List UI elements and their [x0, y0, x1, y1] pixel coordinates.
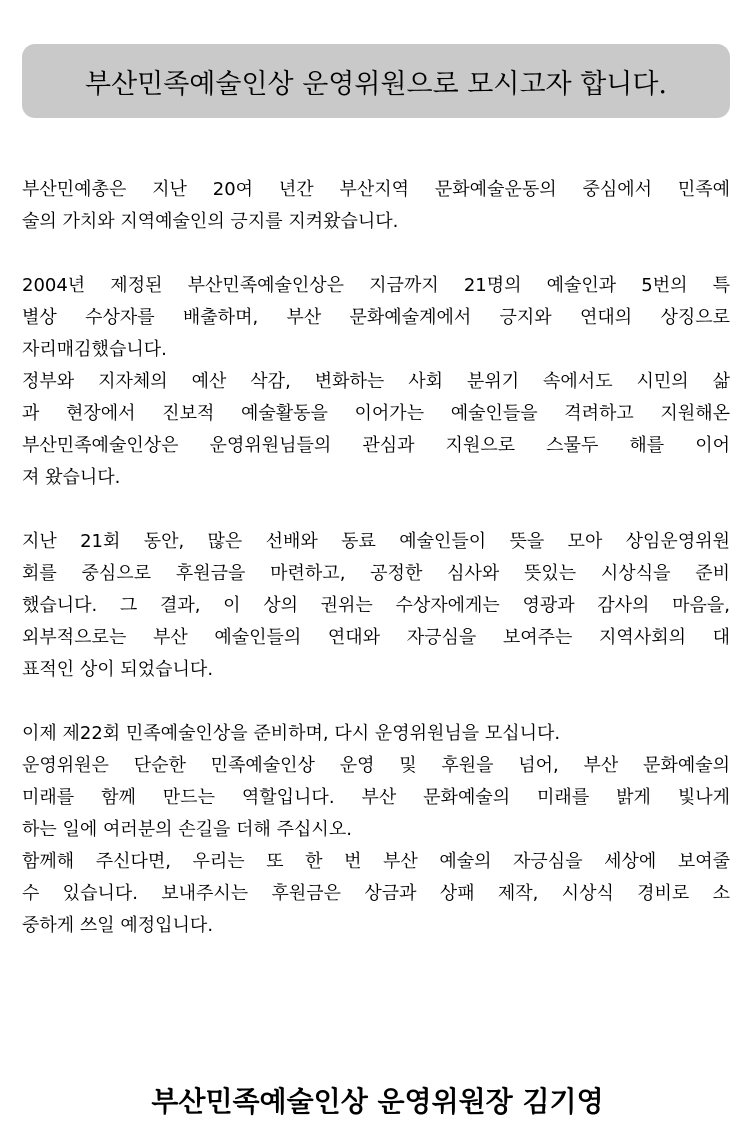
text-line: 이제 제22회 민족예술인상을 준비하며, 다시 운영위원님을 모십니다. [22, 723, 561, 744]
text-line: 부산민족예술인상은 운영위원님들의 관심과 지원으로 스물두 해를 이어 [22, 435, 730, 456]
letter-body [22, 174, 730, 974]
text-line: 부산민예총은 지난 20여 년간 부산지역 문화예술운동의 중심에서 민족예 [22, 179, 730, 200]
text-line: 져 왔습니다. [22, 467, 121, 488]
text-line: 외부적으로는 부산 예술인들의 연대와 자긍심을 보여주는 지역사회의 대 [22, 627, 730, 648]
text-line: 중하게 쓰일 예정입니다. [22, 915, 214, 936]
paragraph [22, 174, 730, 238]
title-banner [22, 44, 730, 118]
text-line: 하는 일에 여러분의 손길을 더해 주십시오. [22, 819, 352, 840]
text-line: 회를 중심으로 후원금을 마련하고, 공정한 심사와 뜻있는 시상식을 준비 [22, 563, 730, 584]
text-line: 지난 21회 동안, 많은 선배와 동료 예술인들이 뜻을 모아 상임운영위원 [22, 531, 730, 552]
page-title: 부산민족예술인상 운영위원으로 모시고자 합니다. [84, 68, 668, 100]
text-line: 별상 수상자를 배출하며, 부산 문화예술계에서 긍지와 연대의 상징으로 [22, 307, 730, 328]
paragraph [22, 718, 730, 942]
text-line: 표적인 상이 되었습니다. [22, 659, 214, 680]
text-line: 했습니다. 그 결과, 이 상의 권위는 수상자에게는 영광과 감사의 마음을, [22, 595, 730, 616]
text-line: 함께해 주신다면, 우리는 또 한 번 부산 예술의 자긍심을 세상에 보여줄 [22, 851, 730, 872]
signature: 부산민족예술인상 운영위원장 김기영 [151, 1085, 604, 1118]
text-line: 미래를 함께 만드는 역할입니다. 부산 문화예술의 미래를 밝게 빛나게 [22, 787, 730, 808]
text-line: 수 있습니다. 보내주시는 후원금은 상금과 상패 제작, 시상식 경비로 소 [22, 883, 730, 904]
text-line: 술의 가치와 지역예술인의 긍지를 지켜왔습니다. [22, 211, 399, 232]
text-line: 2004년 제정된 부산민족예술인상은 지금까지 21명의 예술인과 5번의 특 [22, 275, 730, 296]
text-line: 정부와 지자체의 예산 삭감, 변화하는 사회 분위기 속에서도 시민의 삶 [22, 371, 730, 392]
text-line: 자리매김했습니다. [22, 339, 167, 360]
text-line: 과 현장에서 진보적 예술활동을 이어가는 예술인들을 격려하고 지원해온 [22, 403, 730, 424]
text-line: 운영위원은 단순한 민족예술인상 운영 및 후원을 넘어, 부산 문화예술의 [22, 755, 730, 776]
paragraph [22, 526, 730, 686]
paragraph [22, 270, 730, 494]
